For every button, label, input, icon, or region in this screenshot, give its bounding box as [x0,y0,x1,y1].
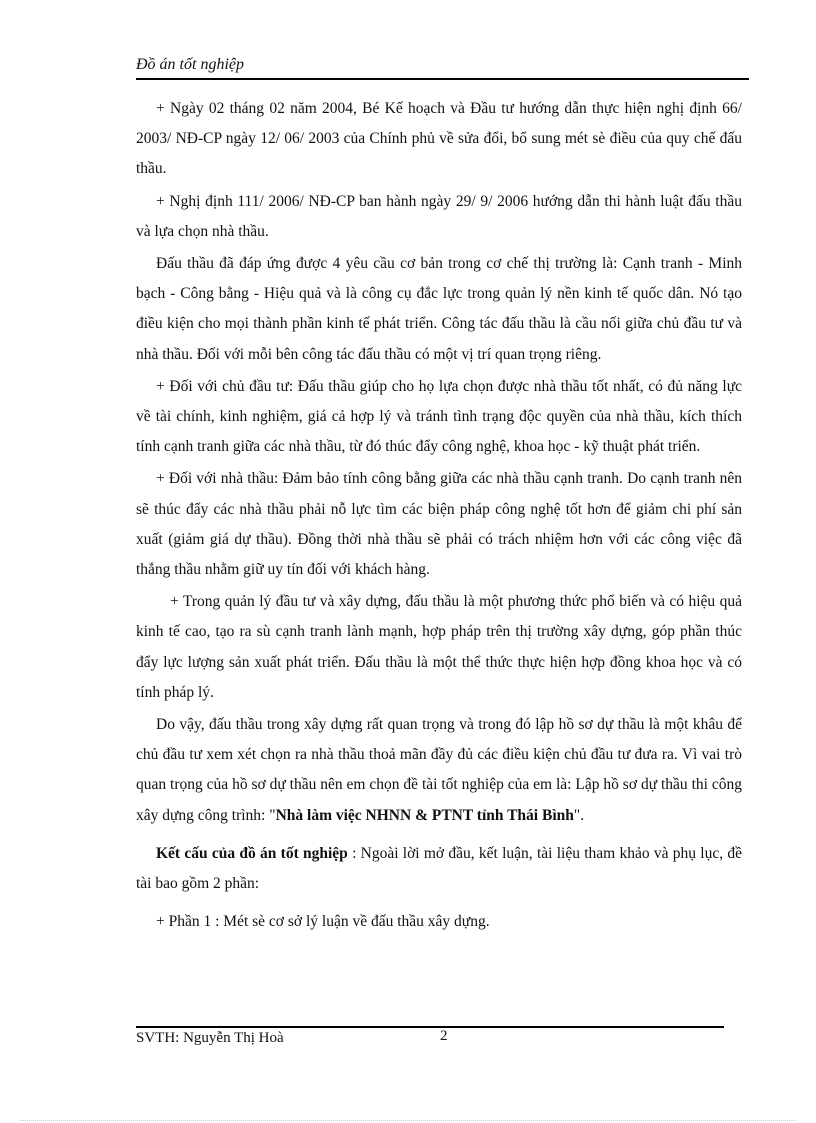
paragraph-structure [136,839,742,899]
document-body [136,94,742,939]
paragraph-requirements: Đấu thầu đã đáp ứng được 4 yêu cầu cơ bản trong cơ chế thị trường là: Cạnh tranh - Minh bạch - Công bằng - Hiệu quả và là công cụ đắc lực trong quản lý nền kinh tế quốc dân. Nó tạo điều kiện cho mọi thành phần kinh tế phát triển. Công tác đấu thầu là cầu nối giữa chủ đầu tư và nhà thầu. Đối với mỗi bên công tác đấu thầu có một vị trí quan trọng riêng. [136,255,742,363]
structure-heading: Kết cấu của đồ án tốt nghiệp [156,844,348,862]
project-name: Nhà làm việc NHNN & PTNT tỉnh Thái Bình [275,806,574,824]
page-header [136,56,749,80]
project-name-end: ". [573,806,585,824]
paragraph-contractor: + Đối với nhà thầu: Đảm bảo tính công bằng giữa các nhà thầu cạnh tranh. Do cạnh tranh nên sẽ thúc đẩy các nhà thầu phải nỗ lực tìm các biện pháp công nghệ tốt hơn để giảm chi phí sản xuất (giảm giá dự thầu). Đồng thời nhà thầu sẽ phải có trách nhiệm hơn với các công việc đã thắng thầu nhằm giữ uy tín đối với khách hàng. [136,470,742,579]
page-number: 2 [440,1028,448,1044]
header-title: Đồ án tốt nghiệp [136,56,244,73]
footer-author: SVTH: Nguyễn Thị Hoà [136,1030,284,1046]
paragraph-decree-111: + Nghị định 111/ 2006/ NĐ-CP ban hành ngày 29/ 9/ 2006 hướng dẫn thi hành luật đấu thầu và lựa chọn nhà thầu. [136,192,742,240]
footer-divider [136,1026,724,1028]
paragraph-investor: + Đối với chủ đầu tư: Đấu thầu giúp cho họ lựa chọn được nhà thầu tốt nhất, có đủ năng lực về tài chính, kinh nghiệm, giá cả hợp lý và tránh tình trạng độc quyền của nhà thầu, kích thích tính cạnh tranh giữa các nhà thầu, từ đó thúc đẩy công nghệ, khoa học - kỹ thuật phát triển. [136,377,742,456]
page-edge [20,1120,796,1121]
paragraph-management: + Trong quản lý đầu tư và xây dựng, đấu thầu là một phương thức phổ biến và có hiệu quả kinh tế cao, tạo ra sù cạnh tranh lành mạnh, hợp pháp trên thị trường xây dựng, góp phần thúc đẩy lực lượng sản xuất phát triển. Đấu thầu là một thể thức thực hiện hợp đồng khoa học và có tính pháp lý. [136,593,742,701]
paragraph-part1: + Phần 1 : Mét sè cơ sở lý luận về đấu thầu xây dựng. [156,913,490,931]
paragraph-conclusion [136,710,742,831]
structure-text: : Ngoài lời mở đầu, kết luận, tài liệu tham khảo và phụ lục, đề tài bao gồm 2 phần: [136,844,742,893]
conclusion-text: Do vậy, đấu thầu trong xây dựng rất quan trọng và trong đó lập hồ sơ dự thầu là một khâu để chủ đầu tư xem xét chọn ra nhà thầu thoả mãn đầy đủ các điều kiện chủ đầu tư đưa ra. Vì vai trò quan trọng của hồ sơ dự thầu nên em chọn đề tài tốt nghiệp của em là: Lập hồ sơ dự thầu thi công xây dựng công trình: " [136,716,742,824]
paragraph-decree-66: + Ngày 02 tháng 02 năm 2004, Bé Kế hoạch và Đầu tư hướng dẫn thực hiện nghị định 66/ 2003/ NĐ-CP ngày 12/ 06/ 2003 của Chính phủ về sửa đổi, bổ sung mét sè điều của quy chế đấu thầu. [136,100,742,178]
